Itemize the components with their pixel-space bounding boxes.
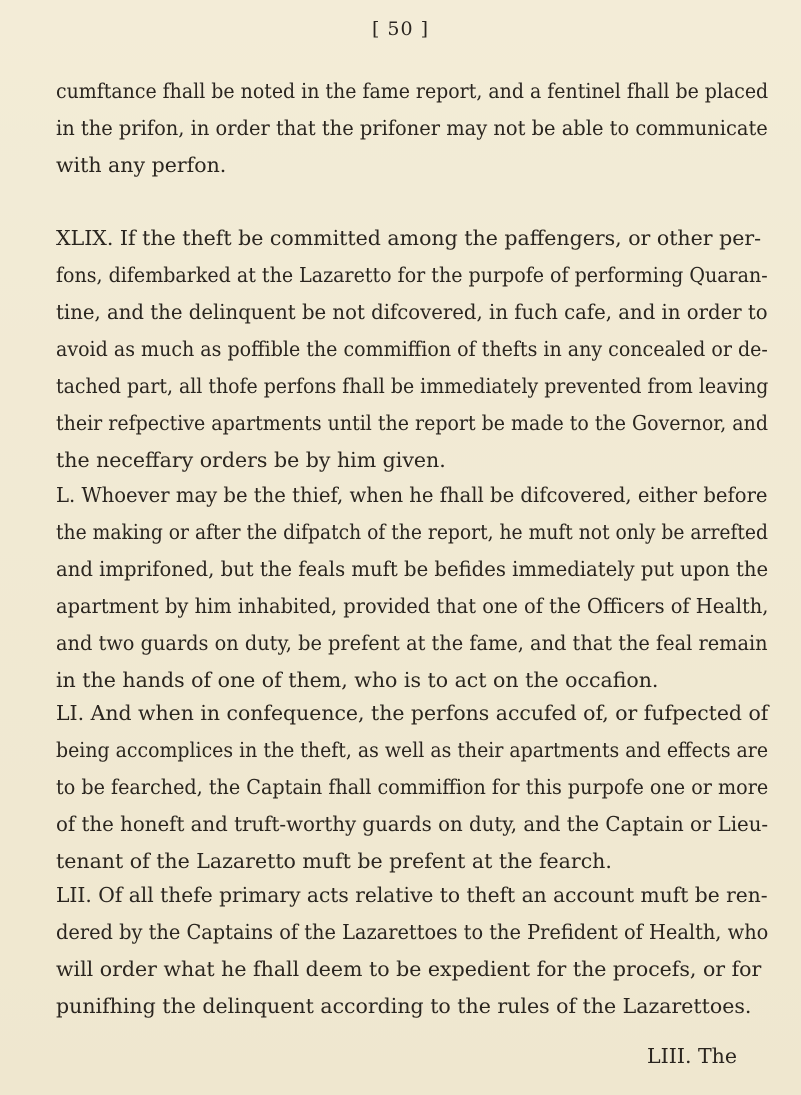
text-line: their refpective apartments until the report be made to the Governor, and [56,411,769,435]
text-line: fons, difembarked at the Lazaretto for the purpofe of performing Quaran- [56,263,768,287]
text-line: punifhing the delinquent according to the rules of the Lazarettoes. [56,994,752,1018]
text-line: cumftance fhall be noted in the fame report, and a fentinel fhall be placed [56,79,769,103]
text-line: in the hands of one of them, who is to act on the occafion. [56,668,659,692]
text-line: L. Whoever may be the thief, when he fhall be difcovered, either before [56,483,768,507]
text-line: and imprifoned, but the feals muft be befides immediately put upon the [56,557,769,581]
text-line: and two guards on duty, be prefent at the fame, and that the feal remain [56,631,768,655]
text-line: XLIX. If the theft be committed among the paffengers, or other per- [56,226,762,250]
text-line: tenant of the Lazaretto muft be prefent at the fearch. [56,849,612,873]
page-number: [ 50 ] [371,18,430,40]
text-line: of the honeft and truft-worthy guards on duty, and the Captain or Lieu- [56,812,769,836]
text-line: avoid as much as poffible the commiffion of thefts in any concealed or de- [56,337,768,361]
text-line: in the prifon, in order that the prifoner may not be able to communicate [56,116,768,140]
text-line: LI. And when in confequence, the perfons accufed of, or fufpected of [56,701,769,725]
text-line: tine, and the delinquent be not difcovered, in fuch cafe, and in order to [56,300,768,324]
text-line: the making or after the difpatch of the report, he muft not only be arrefted [56,520,768,544]
text-line: dered by the Captains of the Lazarettoes to the Prefident of Health, who [56,920,769,944]
text-line: with any perfon. [56,153,227,177]
text-line: being accomplices in the theft, as well as their apartments and effects are [56,738,769,762]
text-line: apartment by him inhabited, provided that one of the Officers of Health, [56,594,769,618]
text-line: will order what he fhall deem to be expedient for the procefs, or for [56,957,762,981]
text-line: the neceffary orders be by him given. [56,448,446,472]
text-line: tached part, all thofe perfons fhall be immediately prevented from leaving [56,374,769,398]
catchword: LIII. The [647,1044,737,1068]
text-line: LII. Of all thefe primary acts relative to theft an account muft be ren- [56,883,768,907]
text-line: to be fearched, the Captain fhall commiffion for this purpofe one or more [56,775,769,799]
